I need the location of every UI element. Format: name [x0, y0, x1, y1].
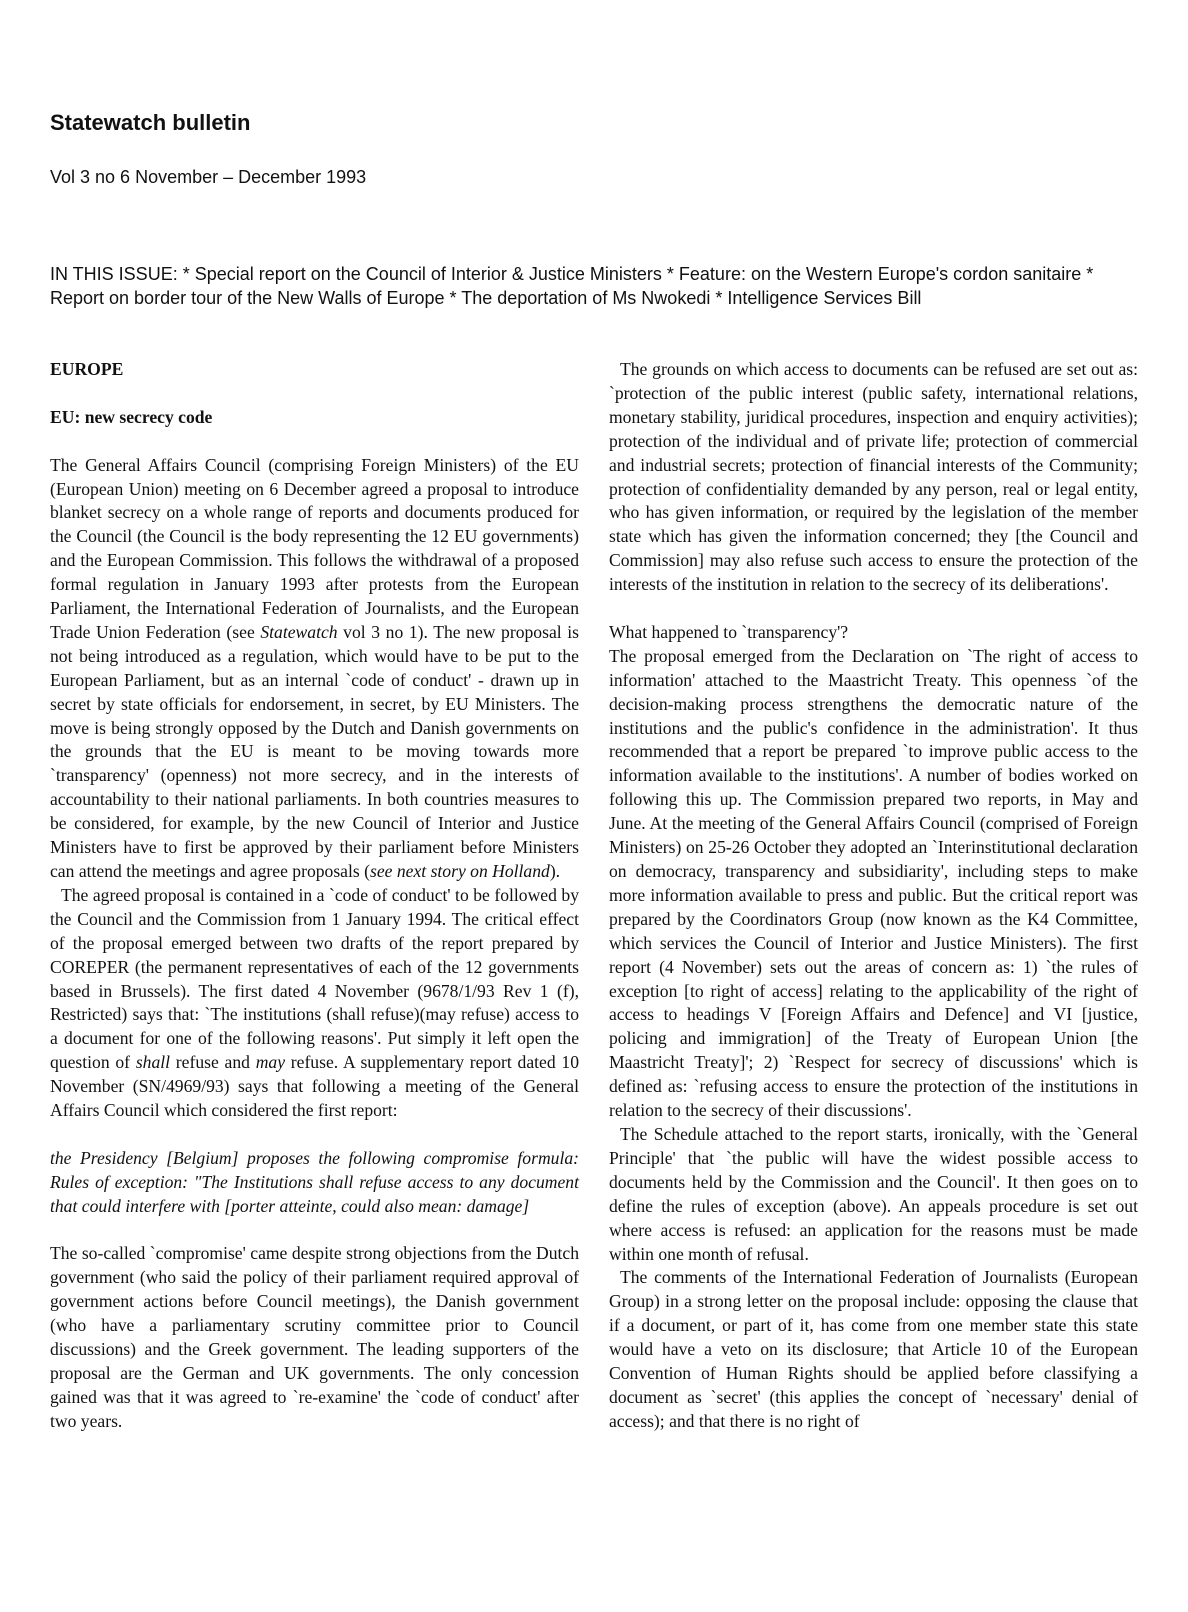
paragraph: The proposal emerged from the Declaration on `The right of access to information' attached to the Maastricht Treaty. This openness `of the decision-making process strengthens the democratic nature of the institutions and the public's confidence in the administration'. It thus recommended that a report be prepared `to improve public access to the information available to the institutions'. A number of bodies worked on following this up. The Commission prepared two reports, in May and June. At the meeting of the General Affairs Council (comprised of Foreign Ministers) on 25-26 October they adopted an `Interinstitutional declaration on democracy, transparency and subsidiarity', including steps to make more information available to press and public. But the critical report was prepared by the Coordinators Group (now known as the K4 Committee, which services the Council of Interior and Justice Ministers). The first report (4 November) sets out the areas of concern as: 1) `the rules of exception [to right of access] relating to the applicability of the right of access to headings V [Foreign Affairs and Defence] and VI [justice, policing and immigration] of the Treaty of European Union [the Maastricht Treaty]'; 2) `Respect for secrecy of discussions' which is defined as: `refusing access to ensure the protection of the institutions in relation to the secrecy of their discussions'.: [609, 645, 1138, 1121]
issue-contents: IN THIS ISSUE: * Special report on the Council of Interior & Justice Ministers * Feature: on the Western Europe's cordon sanitaire * Report on border tour of the New Walls of Europe * The deportation of Ms Nwokedi * Intelligence Services Bill: [50, 264, 1094, 308]
paragraph: The so-called `compromise' came despite strong objections from the Dutch government (who said the policy of their parliament required approval of government actions before Council meetings), the Danish government (who have a parliamentary scrutiny committee prior to Council discussions) and the Greek government. The leading supporters of the proposal are the German and UK governments. The only concession gained was that it was agreed to `re-examine' the `code of conduct' after two years.: [50, 1243, 579, 1431]
bulletin-title: Statewatch bulletin: [50, 110, 251, 135]
issue-line: Vol 3 no 6 November – December 1993: [50, 167, 367, 187]
paragraph: The grounds on which access to documents can be refused are set out as: `protection of the public interest (public safety, international relations, monetary stability, juridical procedures, inspection and enquiry activities); protection of the individual and of private life; protection of commercial and industrial secrets; protection of financial interests of the Community; protection of confidentiality demanded by any person, real or legal entity, who has given information, or required by the legislation of the member state which has given the information concerned; they [the Council and Commission] may also refuse such access to ensure the protection of the interests of the institution in relation to the secrecy of its deliberations'.: [609, 359, 1138, 595]
paragraph: The Schedule attached to the report starts, ironically, with the `General Principle' that `the public will have the widest possible access to documents held by the Commission and the Council'. It then goes on to define the rules of exception (above). An appeals procedure is set out where access is refused: an application for the reasons must be made within one month of refusal.: [609, 1123, 1138, 1264]
left-column: [50, 358, 579, 1434]
quote-block: the Presidency [Belgium] proposes the following compromise formula: Rules of exception: "The Institutions shall refuse access to any document that could interfere with [porter atteinte, could also mean: damage]: [50, 1147, 579, 1216]
paragraph: The comments of the International Federation of Journalists (European Group) in a strong letter on the proposal include: opposing the clause that if a document, or part of it, has come from one member state this state would have a veto on its disclosure; that Article 10 of the European Convention of Human Rights should be applied before classifying a document as `secret' (this applies the concept of `necessary' denial of access); and that there is no right of: [609, 1267, 1138, 1431]
right-column: [609, 358, 1138, 1434]
article-headline: EU: new secrecy code: [50, 406, 213, 427]
section-heading: EUROPE: [50, 359, 124, 379]
subheading: What happened to `transparency'?: [609, 621, 849, 642]
paragraph: The agreed proposal is contained in a `code of conduct' to be followed by the Council and the Commission from 1 January 1994. The critical effect of the proposal emerged between two drafts of the report prepared by COREPER (the permanent representatives of each of the 12 governments based in Brussels). The first dated 4 November (9678/1/93 Rev 1 (f), Restricted) says that: `The institutions (shall refuse)(may refuse) access to a document for one of the following reasons'. Put simply it left open the question of shall refuse and may refuse. A supplementary report dated 10 November (SN/4969/93) says that following a meeting of the General Affairs Council which considered the first report:: [50, 884, 580, 1121]
paragraph: The General Affairs Council (comprising Foreign Ministers) of the EU (European Union) meeting on 6 December agreed a proposal to introduce blanket secrecy on a whole range of reports and documents produced for the Council (the Council is the body representing the 12 EU governments) and the European Commission. This follows the withdrawal of a proposed formal regulation in January 1993 after protests from the European Parliament, the International Federation of Journalists, and the European Trade Union Federation (see Statewatch vol 3 no 1). The new proposal is not being introduced as a regulation, which would have to be put to the European Parliament, but as an internal `code of conduct' - drawn up in secret by state officials for endorsement, in secret, by EU Ministers. The move is being strongly opposed by the Dutch and Danish governments on the grounds that the EU is meant to be moving towards more `transparency' (openness) not more secrecy, and in the interests of accountability to their national parliaments. In both countries measures to be considered, for example, by the new Council of Interior and Justice Ministers have to first be approved by their parliament before Ministers can attend the meetings and agree proposals (see next story on Holland).: [50, 454, 579, 881]
